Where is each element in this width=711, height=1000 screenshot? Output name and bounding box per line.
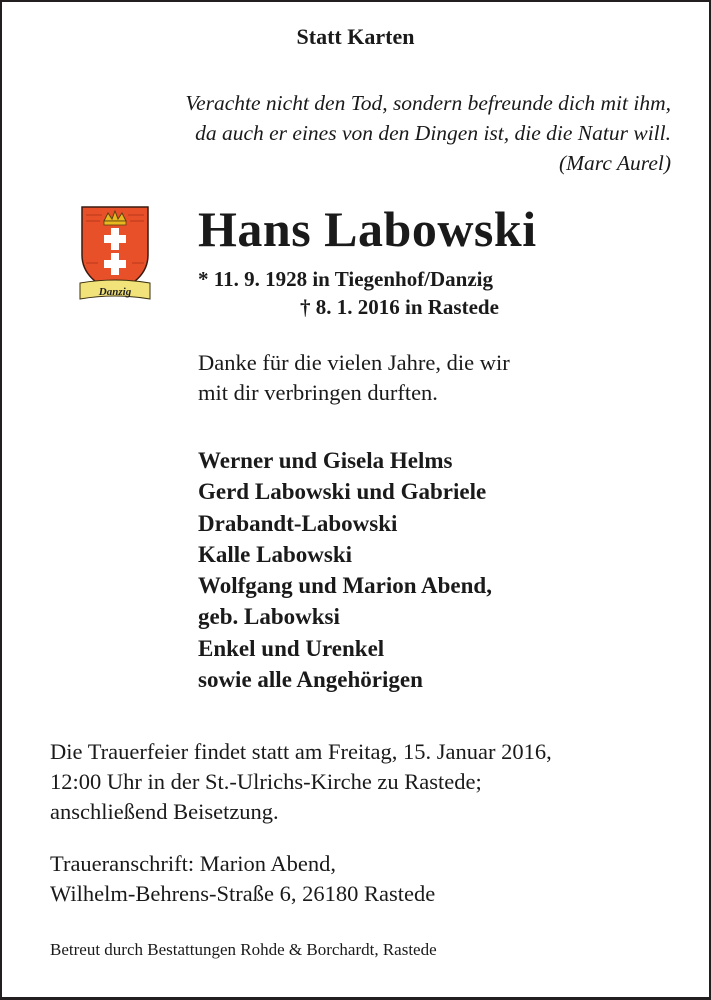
thanks-line: Danke für die vielen Jahre, die wir bbox=[198, 350, 510, 375]
ceremony-line: anschließend Beisetzung. bbox=[50, 799, 279, 824]
deceased-name: Hans Labowski bbox=[198, 201, 537, 257]
family-line: Wolfgang und Marion Abend, bbox=[198, 573, 492, 599]
family-line: sowie alle Angehörigen bbox=[198, 667, 423, 693]
family-line: Werner und Gisela Helms bbox=[198, 448, 453, 473]
family-line: Kalle Labowski bbox=[198, 541, 353, 567]
death-line: † 8. 1. 2016 in Rastede bbox=[300, 295, 499, 319]
thanks-text bbox=[198, 348, 510, 408]
mourning-address bbox=[50, 849, 435, 909]
quote-attribution: (Marc Aurel) bbox=[558, 151, 671, 175]
quote-line: da auch er eines von den Dingen ist, die die Natur will. bbox=[195, 121, 671, 145]
family-line: geb. Labowksi bbox=[198, 604, 340, 630]
quote-line: Verachte nicht den Tod, sondern befreunde dich mit ihm, bbox=[185, 91, 671, 115]
family-line: Drabandt-Labowski bbox=[198, 510, 398, 536]
ceremony-line: Die Trauerfeier findet statt am Freitag, 15. Januar 2016, bbox=[50, 739, 552, 764]
address-line: Traueranschrift: Marion Abend, bbox=[50, 851, 336, 876]
header-title: Statt Karten bbox=[296, 24, 415, 49]
ceremony-info bbox=[50, 737, 552, 827]
birth-line: * 11. 9. 1928 in Tiegenhof/Danzig bbox=[198, 267, 494, 291]
family-list bbox=[198, 445, 492, 695]
svg-text:Danzig: Danzig bbox=[98, 286, 132, 298]
danzig-coat-of-arms-icon bbox=[78, 203, 152, 301]
thanks-line: mit dir verbringen durften. bbox=[198, 380, 438, 405]
family-line: Enkel und Urenkel bbox=[198, 635, 385, 661]
quote-block bbox=[185, 88, 671, 178]
family-line: Gerd Labowski und Gabriele bbox=[198, 479, 487, 505]
address-line: Wilhelm-Behrens-Straße 6, 26180 Rastede bbox=[50, 881, 436, 906]
ceremony-line: 12:00 Uhr in der St.-Ulrichs-Kirche zu Rastede; bbox=[50, 769, 482, 794]
funeral-home-credit: Betreut durch Bestattungen Rohde & Borchardt, Rastede bbox=[50, 940, 437, 959]
